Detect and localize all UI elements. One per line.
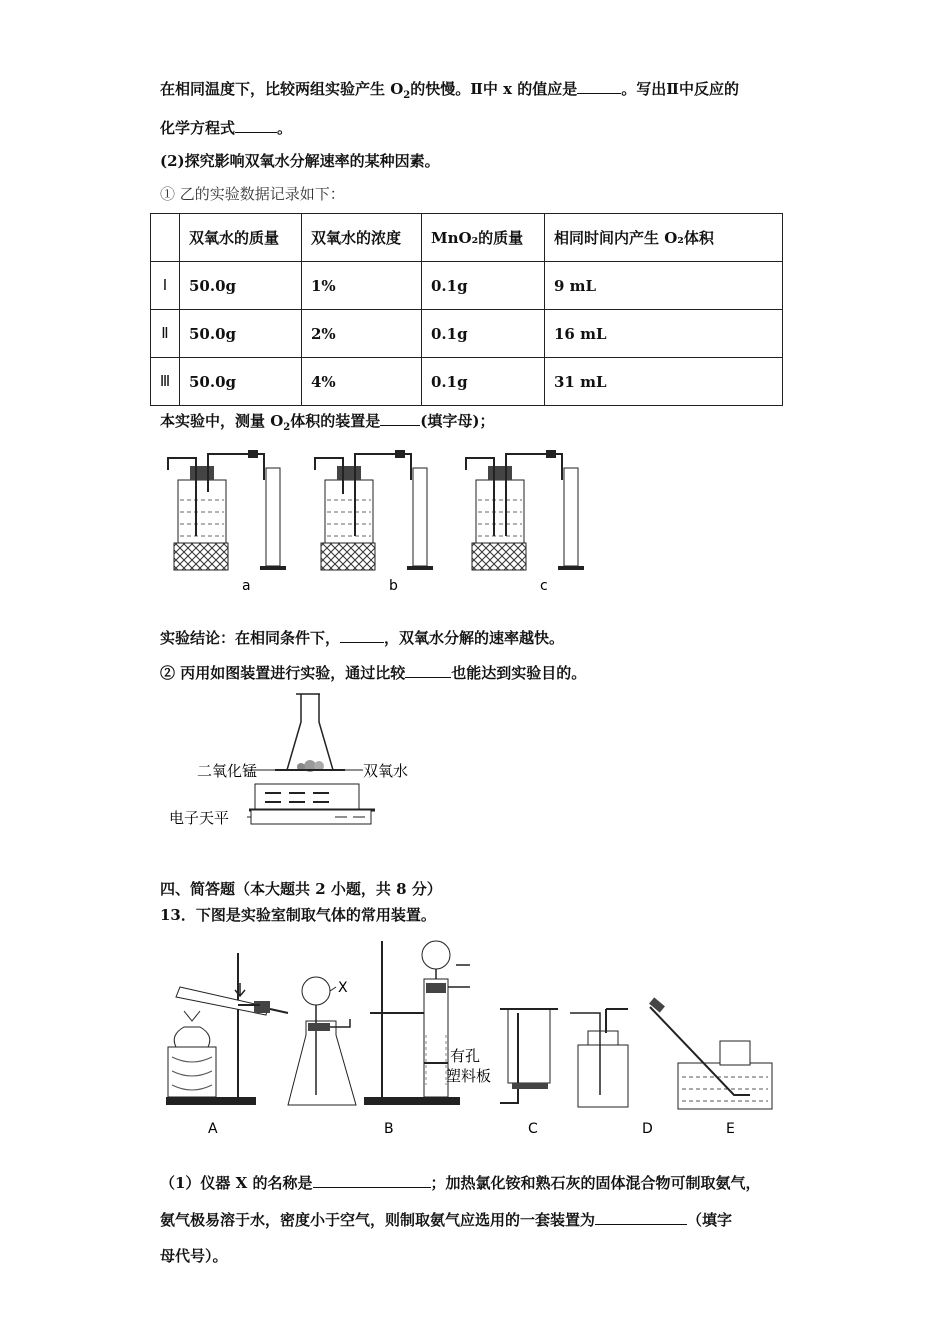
table-header-row: 双氧水的质量 双氧水的浓度 MnO₂的质量 相同时间内产生 O₂体积 [151, 214, 783, 262]
answer-blank-equation[interactable] [235, 120, 277, 133]
answer-blank-conclusion[interactable] [340, 630, 384, 643]
label-b: b [389, 578, 398, 594]
apparatus-C [500, 1009, 558, 1137]
label-X: X [338, 980, 348, 996]
section4-title: 四、简答题（本大题共 2 小题，共 8 分） [160, 880, 442, 898]
label-c: c [540, 578, 548, 594]
apparatus-flask [288, 977, 356, 1105]
apparatus-b [315, 450, 433, 594]
table-row: Ⅱ 50.0g 2% 0.1g 16 mL [151, 310, 783, 358]
q13-1-line-3: 母代号）。 [160, 1247, 228, 1265]
label-E: E [726, 1121, 735, 1137]
label-h2o2: 双氧水 [363, 762, 409, 780]
apparatus-E [649, 997, 772, 1137]
answer-blank-ammonia-setup[interactable] [595, 1212, 687, 1225]
table-row: Ⅰ 50.0g 1% 0.1g 9 mL [151, 262, 783, 310]
experiment-table [150, 213, 783, 406]
part2-title: (2)探究影响双氧水分解速率的某种因素。 [160, 152, 440, 170]
q1-line-1: 在相同温度下，比较两组实验产生 $O_2$的快慢。Ⅱ中 x 的值应是 。写出Ⅱ中反应的 [160, 80, 739, 101]
label-D: D [642, 1121, 653, 1137]
apparatus-A [166, 953, 288, 1137]
q13-1-line-2: 氨气极易溶于水，密度小于空气，则制取氨气应选用的一套装置为 （填字 [160, 1211, 733, 1229]
label-balance: 电子天平 [169, 809, 230, 827]
q13-1-line-1: （1）仪器 X 的名称是 ；加热氯化铵和熟石灰的固体混合物可制取氨气， [160, 1174, 761, 1192]
answer-blank-instrument-x[interactable] [313, 1175, 431, 1188]
label-plate-1: 有孔 [450, 1047, 481, 1065]
apparatus-D [570, 1009, 653, 1137]
label-plate-2: 塑料板 [446, 1067, 492, 1085]
apparatus-B [364, 941, 491, 1137]
record-intro: ① 乙的实验数据记录如下： [160, 185, 345, 203]
q1-line-2: 化学方程式 。 [160, 119, 293, 137]
answer-blank-x[interactable] [577, 81, 621, 94]
table-row: Ⅲ 50.0g 4% 0.1g 31 mL [151, 358, 783, 406]
measure-question: 本实验中，测量 $O_2$体积的装置是 (填字母)； [160, 412, 495, 433]
apparatus-c [466, 450, 584, 594]
q2-line: ② 丙用如图装置进行实验，通过比较 也能达到实验目的。 [160, 664, 587, 682]
label-B: B [384, 1121, 394, 1137]
apparatus-a [168, 450, 286, 594]
gas-preparation-figure [160, 935, 790, 1140]
q13-title: 13．下图是实验室制取气体的常用装置。 [160, 906, 436, 924]
conclusion-line: 实验结论：在相同条件下， ，双氧水分解的速率越快。 [160, 629, 565, 647]
answer-blank-compare[interactable] [405, 665, 451, 678]
gas-measure-apparatus-figure [160, 440, 610, 600]
label-a: a [242, 578, 251, 594]
label-mno2: 二氧化锰 [197, 762, 258, 780]
answer-blank-device[interactable] [380, 413, 420, 426]
label-C: C [528, 1121, 538, 1137]
label-A: A [208, 1121, 218, 1137]
balance-figure [165, 690, 425, 835]
